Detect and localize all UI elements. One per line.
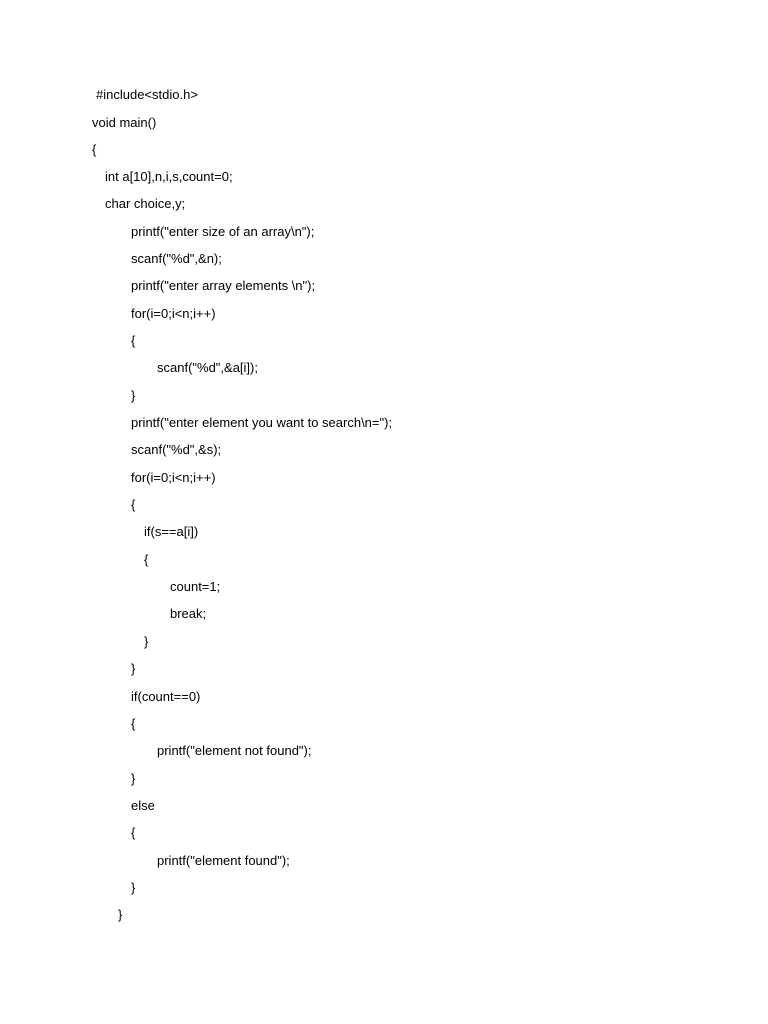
code-line-open-brace: { (131, 333, 136, 348)
code-line-close-brace: } (131, 388, 136, 403)
code-line-count-assign: count=1; (170, 579, 221, 594)
code-line-for-search: for(i=0;i<n;i++) (131, 470, 216, 485)
code-line-int-decl: int a[10],n,i,s,count=0; (105, 169, 233, 184)
code-line-close-brace: } (131, 771, 136, 786)
code-line-close-main: } (118, 907, 123, 922)
code-line-scanf-s: scanf("%d",&s); (131, 442, 222, 457)
code-line-printf-size: printf("enter size of an array\n"); (131, 224, 315, 239)
code-line-for-input: for(i=0;i<n;i++) (131, 306, 216, 321)
code-line-if-count: if(count==0) (131, 689, 201, 704)
code-line-close-brace: } (144, 634, 149, 649)
code-line-close-brace: } (131, 661, 136, 676)
code-line-open-brace: { (131, 825, 136, 840)
code-line-open-brace: { (144, 552, 149, 567)
code-line-main-signature: void main() (92, 115, 157, 130)
code-line-open-brace: { (131, 497, 136, 512)
code-line-if-match: if(s==a[i]) (144, 524, 199, 539)
code-line-open-brace: { (131, 716, 136, 731)
code-line-printf-found: printf("element found"); (157, 853, 290, 868)
code-line-printf-elements: printf("enter array elements \n"); (131, 278, 316, 293)
code-line-scanf-n: scanf("%d",&n); (131, 251, 222, 266)
code-line-printf-search: printf("enter element you want to search\n="); (131, 415, 393, 430)
code-line-char-decl: char choice,y; (105, 196, 186, 211)
code-line-open-brace: { (92, 142, 97, 157)
code-line-else: else (131, 798, 155, 813)
code-line-scanf-array: scanf("%d",&a[i]); (157, 360, 258, 375)
code-line-close-brace: } (131, 880, 136, 895)
code-line-break: break; (170, 606, 207, 621)
code-line-include: #include<stdio.h> (96, 87, 198, 102)
code-line-printf-not-found: printf("element not found"); (157, 743, 312, 758)
